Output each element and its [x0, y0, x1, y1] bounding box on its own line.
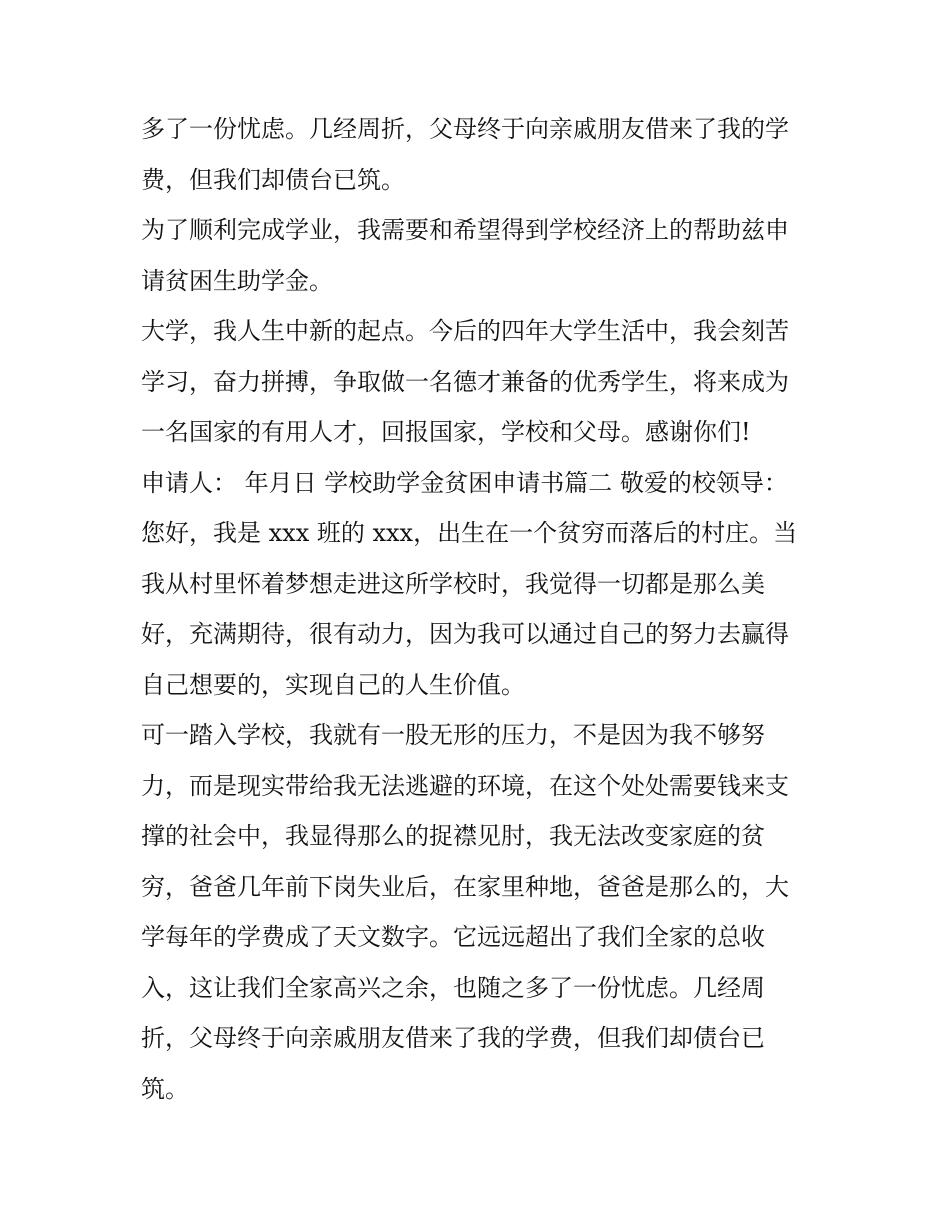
text-line: 筑。 — [141, 1074, 189, 1103]
text-line: 入，这让我们全家高兴之余，也随之多了一份忧虑。几经周 — [141, 973, 765, 1002]
text-line: 撑的社会中，我显得那么的捉襟见肘，我无法改变家庭的贫 — [141, 822, 765, 850]
text-line: 申请人： 年月日 学校助学金贫困申请书篇二 敬爱的校领导： — [141, 468, 788, 497]
text-line: 学习，奋力拼搏，争取做一名德才兼备的优秀学生，将来成为 — [141, 367, 789, 396]
text-line: 请贫困生助学金。 — [141, 266, 333, 295]
text-line: 穷，爸爸几年前下岗失业后，在家里种地，爸爸是那么的，大 — [141, 872, 789, 901]
text-line: 一名国家的有用人才，回报国家，学校和父母。感谢你们! — [141, 418, 751, 446]
text-line: 为了顺利完成学业，我需要和希望得到学校经济上的帮助兹申 — [141, 216, 789, 244]
text-line: 力，而是现实带给我无法逃避的环境，在这个处处需要钱来支 — [141, 771, 789, 800]
text-line: 自己想要的，实现自己的人生价值。 — [141, 670, 525, 699]
text-line: 折，父母终于向亲戚朋友借来了我的学费，但我们却债台已 — [141, 1024, 765, 1052]
text-line: 可一踏入学校，我就有一股无形的压力，不是因为我不够努 — [141, 721, 765, 749]
document-body — [141, 104, 821, 1114]
text-line: 多了一份忧虑。几经周折，父母终于向亲戚朋友借来了我的学 — [141, 115, 789, 143]
text-line: 大学，我人生中新的起点。今后的四年大学生活中，我会刻苦 — [141, 317, 789, 345]
text-line: 费，但我们却债台已筑。 — [141, 165, 405, 194]
text-line: 我从村里怀着梦想走进这所学校时，我觉得一切都是那么美 — [141, 569, 765, 598]
text-line: 您好，我是 xxx 班的 xxx，出生在一个贫穷而落后的村庄。当 — [141, 519, 798, 547]
text-line: 学每年的学费成了天文数字。它远远超出了我们全家的总收 — [141, 923, 765, 951]
text-line: 好，充满期待，很有动力，因为我可以通过自己的努力去赢得 — [141, 620, 789, 648]
